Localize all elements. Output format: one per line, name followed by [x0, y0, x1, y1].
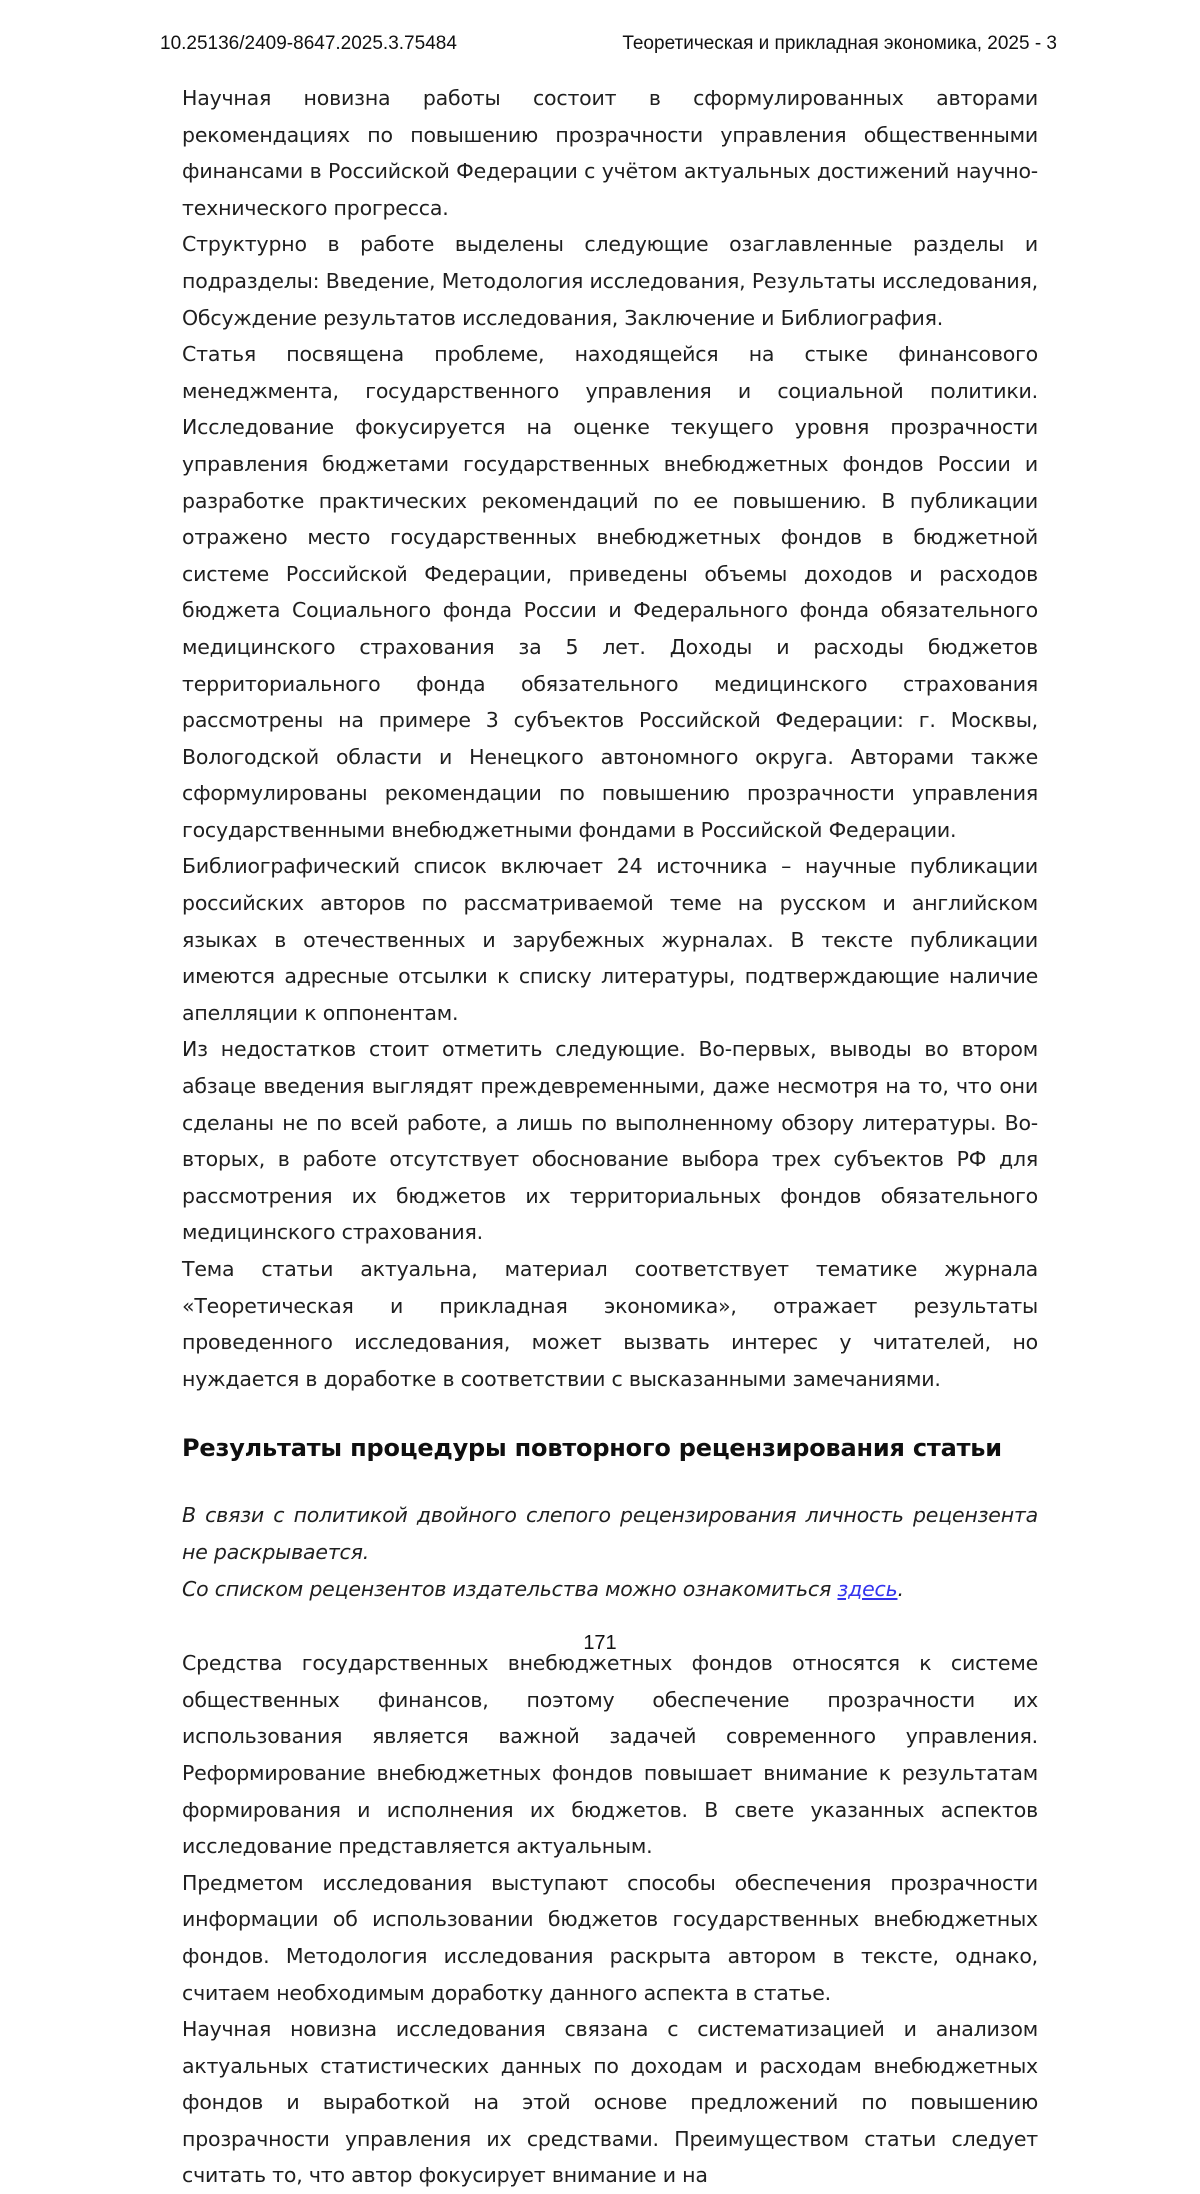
- policy-note: В связи с политикой двойного слепого рецензирования личность рецензента не раскрывается.: [182, 1503, 1038, 1564]
- review1-paragraph: Тема статьи актуальна, материал соответствует тематике журнала «Теоретическая и прикладная экономика», отражает результаты проведенного исследования, может вызвать интерес у читателей, но нуждается в доработке в соответствии с высказанными замечаниями.: [182, 1257, 1038, 1391]
- journal-title: Теоретическая и прикладная экономика, 2025 - 3: [622, 33, 1057, 54]
- page-number: 171: [583, 1632, 617, 1654]
- page-header: [160, 33, 1057, 55]
- doi-text: 10.25136/2409-8647.2025.3.75484: [160, 33, 457, 54]
- review2-paragraph: Научная новизна исследования связана с систематизацией и анализом актуальных статистических данных по доходам и расходам внебюджетных фондов и выработкой на этой основе предложений по повышению прозрачности управления их средствами. Преимуществом статьи следует считать то, что автор фокусирует внимание и на: [182, 2017, 1038, 2188]
- reviewers-list-link[interactable]: здесь: [837, 1576, 898, 1601]
- review1-paragraph: Библиографический список включает 24 источника – научные публикации российских авторов по рассматриваемой теме на русском и английском языках в отечественных и зарубежных журналах. В тексте публикации имеются адресные отсылки к списку литературы, подтверждающие наличие апелляции к оппонентам.: [182, 854, 1038, 1025]
- review1-paragraph: Из недостатков стоит отметить следующие. Во-первых, выводы во втором абзаце введения выглядят преждевременными, даже несмотря на то, что они сделаны не по всей работе, а лишь по выполненному обзору литературы. Во-вторых, в работе отсутствует обоснование выбора трех субъектов РФ для рассмотрения их бюджетов их территориальных фондов обязательного медицинского страхования.: [182, 1037, 1038, 1245]
- review-policy-block: [182, 1497, 1038, 1607]
- review1-paragraph: Структурно в работе выделены следующие озаглавленные разделы и подразделы: Введение, Методология исследования, Результаты исследования, Обсуждение результатов исследования, Заключение и Библиография.: [182, 232, 1038, 330]
- review-body: [182, 80, 1038, 2194]
- review2-paragraph: Средства государственных внебюджетных фондов относятся к системе общественных финансов, поэтому обеспечение прозрачности их использования является важной задачей современного управления. Реформирование внебюджетных фондов повышает внимание к результатам формирования и исполнения их бюджетов. В свете указанных аспектов исследование представляется актуальным.: [182, 1651, 1038, 1859]
- page-footer: [0, 1632, 1200, 1655]
- review1-paragraph: Статья посвящена проблеме, находящейся на стыке финансового менеджмента, государственного управления и социальной политики. Исследование фокусируется на оценке текущего уровня прозрачности управления бюджетами государственных внебюджетных фондов России и разработке практических рекомендаций по ее повышению. В публикации отражено место государственных внебюджетных фондов в бюджетной системе Российской Федерации, приведены объемы доходов и расходов бюджета Социального фонда России и Федерального фонда обязательного медицинского страхования за 5 лет. Доходы и расходы бюджетов территориального фонда обязательного медицинского страхования рассмотрены на примере 3 субъектов Российской Федерации: г. Москвы, Вологодской области и Ненецкого автономного округа. Авторами также сформулированы рекомендации по повышению прозрачности управления государственными внебюджетными фондами в Российской Федерации.: [182, 342, 1038, 842]
- review2-paragraph: Предметом исследования выступают способы обеспечения прозрачности информации об использовании бюджетов государственных внебюджетных фондов. Методология исследования раскрыта автором в тексте, однако, считаем необходимым доработку данного аспекта в статье.: [182, 1870, 1038, 2005]
- reviewers-note-prefix: Со списком рецензентов издательства можно ознакомиться: [182, 1576, 838, 1601]
- reviewers-note: [182, 1571, 1038, 1608]
- section-heading: Результаты процедуры повторного рецензирования статьи: [182, 1434, 1002, 1463]
- reviewers-note-suffix: .: [897, 1576, 904, 1601]
- review1-paragraph: Научная новизна работы состоит в сформулированных авторами рекомендациях по повышению прозрачности управления общественными финансами в Российской Федерации с учётом актуальных достижений научно-технического прогресса.: [182, 86, 1038, 220]
